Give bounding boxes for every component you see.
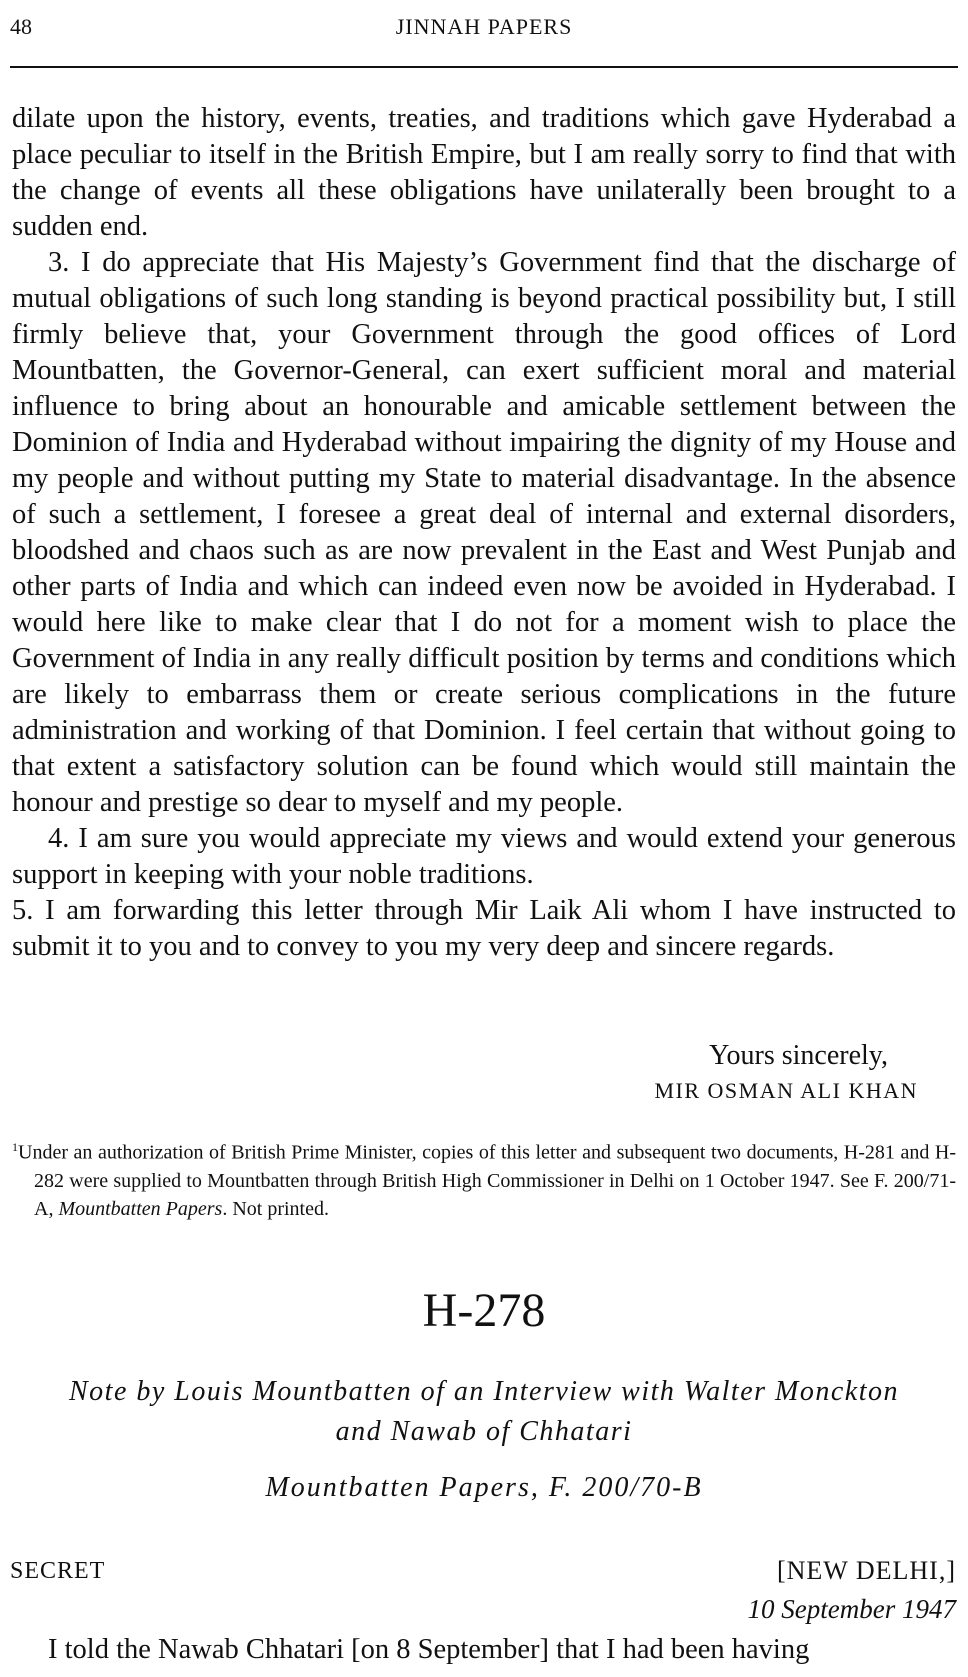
paragraph-1: dilate upon the history, events, treaties, and traditions which gave Hyderabad a place peculiar to itself in the British Empire, but I am really sorry to find that with the change of events all these obligations have unilaterally been brought to a sudden end. — [12, 103, 956, 242]
running-header-title: JINNAH PAPERS — [395, 14, 573, 39]
header-rule — [10, 66, 958, 68]
letter-body — [12, 101, 956, 965]
footnote — [12, 1133, 956, 1223]
document-place: [NEW DELHI,] — [776, 1556, 956, 1585]
document-source: Mountbatten Papers, F. 200/70-B — [265, 1472, 703, 1503]
document-date: 10 September 1947 — [747, 1594, 956, 1624]
document-first-line: I told the Nawab Chhatari [on 8 September] that I had been having — [48, 1634, 810, 1665]
document-description — [30, 1372, 938, 1452]
signature-name: MIR OSMAN ALI KHAN — [654, 1078, 918, 1103]
paragraph-4: 5. I am forwarding this letter through Mir Laik Ali whom I have instructed to submit it to you and to convey to you my very deep and sincere regards. — [12, 895, 956, 962]
paragraph-2: 3. I do appreciate that His Majesty’s Government find that the discharge of mutual obligations of such long standing is beyond practical possibility but, I still firmly believe that, your Government through the good offices of Lord Mountbatten, the Governor-General, can exert sufficient moral and material influence to bring about an honourable and amicable settlement between the Dominion of India and Hyderabad without impairing the dignity of my House and my people and without putting my State to material disadvantage. In the absence of such a settlement, I foresee a great deal of internal and external disorders, bloodshed and chaos such as are now prevalent in the East and West Punjab and other parts of India and which can indeed even now be avoided in Hyderabad. I would here like to make clear that I do not for a moment wish to place the Government of India in any really difficult position by terms and conditions which are likely to embarrass them or create serious complications in the future administration and working of that Dominion. I feel certain that without going to that extent a satisfactory solution can be found which would still maintain the honour and prestige so dear to myself and my people. — [12, 247, 956, 818]
page-number: 48 — [10, 14, 32, 39]
footnote-text-before: Under an authorization of British Prime Minister, copies of this letter and subsequent two documents, H-281 and H-282 were supplied to Mountbatten through British High Commissioner in Delhi on 1 October 1947. See F. 200/71-A, — [18, 1141, 956, 1220]
closing-salutation: Yours sincerely, — [709, 1040, 888, 1071]
document-description-line-2: and Nawab of Chhatari — [335, 1416, 633, 1447]
footnote-text — [12, 1133, 956, 1223]
footnote-text-after: . Not printed. — [222, 1197, 329, 1220]
letter-closing — [654, 1038, 918, 1104]
footnote-marker: 1 — [12, 1140, 18, 1154]
document-id-heading: H-278 — [422, 1284, 546, 1337]
classification-label: SECRET — [10, 1558, 106, 1584]
paragraph-3: 4. I am sure you would appreciate my views and would extend your generous support in keeping with your noble traditions. — [12, 823, 956, 890]
footnote-italic-title: Mountbatten Papers — [58, 1197, 223, 1220]
document-description-line-1: Note by Louis Mountbatten of an Interview with Walter Monckton — [69, 1376, 899, 1407]
